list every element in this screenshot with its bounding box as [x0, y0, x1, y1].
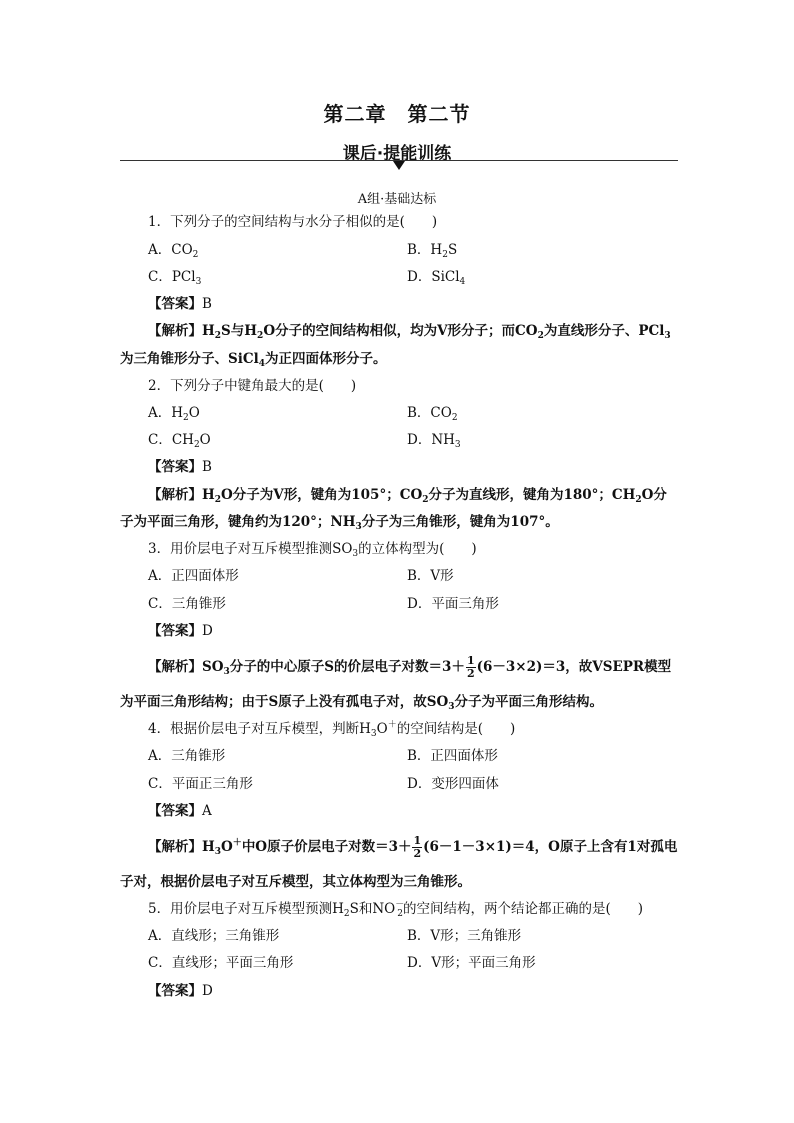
- q3-explanation-line1: 【解析】$SO_3$分子的中心原子S的价层电子对数＝3＋ $\frac{1}{2}$ (6－3×2)＝3，故VSEPR模型: [148, 654, 672, 680]
- group-title: A组·基础达标: [357, 192, 437, 207]
- q5-option-c: C．直线形；平面三角形: [148, 955, 294, 971]
- q5-option-b: B．V形；三角锥形: [407, 928, 522, 944]
- q5-option-d: D．V形；平面三角形: [407, 955, 536, 971]
- chapter-title: 第二章 第二节: [323, 102, 471, 126]
- q1-option-a: A．$CO_2$: [148, 242, 199, 260]
- q2-option-d: D．$NH_3$: [407, 432, 461, 450]
- question-3-stem: 3．用价层电子对互斥模型推测$SO_3$的立体构型为( ): [148, 541, 477, 559]
- q2-explanation-line2: 子为平面三角形，键角约为120°；$NH_3$分子为三角锥形，键角为107°。: [120, 514, 559, 532]
- q1-option-b: B．$H_2S$: [407, 242, 458, 260]
- q4-answer: 【答案】A: [148, 803, 212, 819]
- question-2-stem: 2．下列分子中键角最大的是( ): [148, 378, 357, 394]
- q4-explanation-line2: 子对，根据价层电子对互斥模型，其立体构型为三角锥形。: [120, 874, 471, 890]
- q1-answer: 【答案】B: [148, 296, 212, 312]
- question-1-stem: 1．下列分子的空间结构与水分子相似的是( ): [148, 214, 438, 230]
- question-4-stem: 4．根据价层电子对互斥模型，判断$H_3O^+$的空间结构是( ): [148, 720, 516, 739]
- q1-explanation-line1: 【解析】$H_2S$与$H_2O$分子的空间结构相似，均为V形分子；而$CO_2$为直线形分子、PCl$_3$: [148, 323, 671, 341]
- q3-explanation-line2: 为平面三角形结构；由于S原子上没有孤电子对，故$SO_3$分子为平面三角形结构。: [120, 694, 604, 712]
- q3-option-d: D．平面三角形: [407, 596, 499, 612]
- q1-explanation-line2: 为三角锥形分子、SiCl$_4$为正四面体形分子。: [120, 351, 387, 369]
- q3-answer: 【答案】D: [148, 623, 213, 639]
- q4-option-a: A．三角锥形: [148, 748, 226, 764]
- q2-option-c: C．$CH_2O$: [148, 432, 211, 450]
- q5-answer: 【答案】D: [148, 983, 213, 999]
- fraction-one-half: $\frac{1}{2}$: [466, 654, 475, 680]
- q3-option-c: C．三角锥形: [148, 596, 226, 612]
- down-triangle-icon: [393, 161, 405, 170]
- fraction-one-half: $\frac{1}{2}$: [413, 834, 422, 860]
- q1-option-d: D．SiCl$_4$: [407, 269, 466, 287]
- q4-explanation-line1: 【解析】$H_3O^+$中O原子价层电子对数＝3＋ $\frac{1}{2}$ (6－1－3×1)＝4，O原子上含有1对孤电: [148, 834, 678, 860]
- q5-option-a: A．直线形；三角锥形: [148, 928, 280, 944]
- q4-option-d: D．变形四面体: [407, 776, 499, 792]
- q1-option-c: C．PCl$_3$: [148, 269, 202, 287]
- q2-answer: 【答案】B: [148, 459, 212, 475]
- q2-explanation-line1: 【解析】$H_2O$分子为V形，键角为105°；$CO_2$分子为直线形，键角为180°；$CH_2O$分: [148, 487, 667, 505]
- question-5-stem: 5．用价层电子对互斥模型预测$H_2S$和$NO^-_2$的空间结构，两个结论都正确的是( ): [148, 900, 644, 919]
- section-subtitle: 课后·提能训练: [342, 144, 452, 164]
- q4-option-c: C．平面正三角形: [148, 776, 253, 792]
- q2-option-b: B．$CO_2$: [407, 405, 458, 423]
- q2-option-a: A．$H_2O$: [148, 405, 200, 423]
- q4-option-b: B．正四面体形: [407, 748, 498, 764]
- q3-option-b: B．V形: [407, 568, 454, 584]
- q3-option-a: A．正四面体形: [148, 568, 239, 584]
